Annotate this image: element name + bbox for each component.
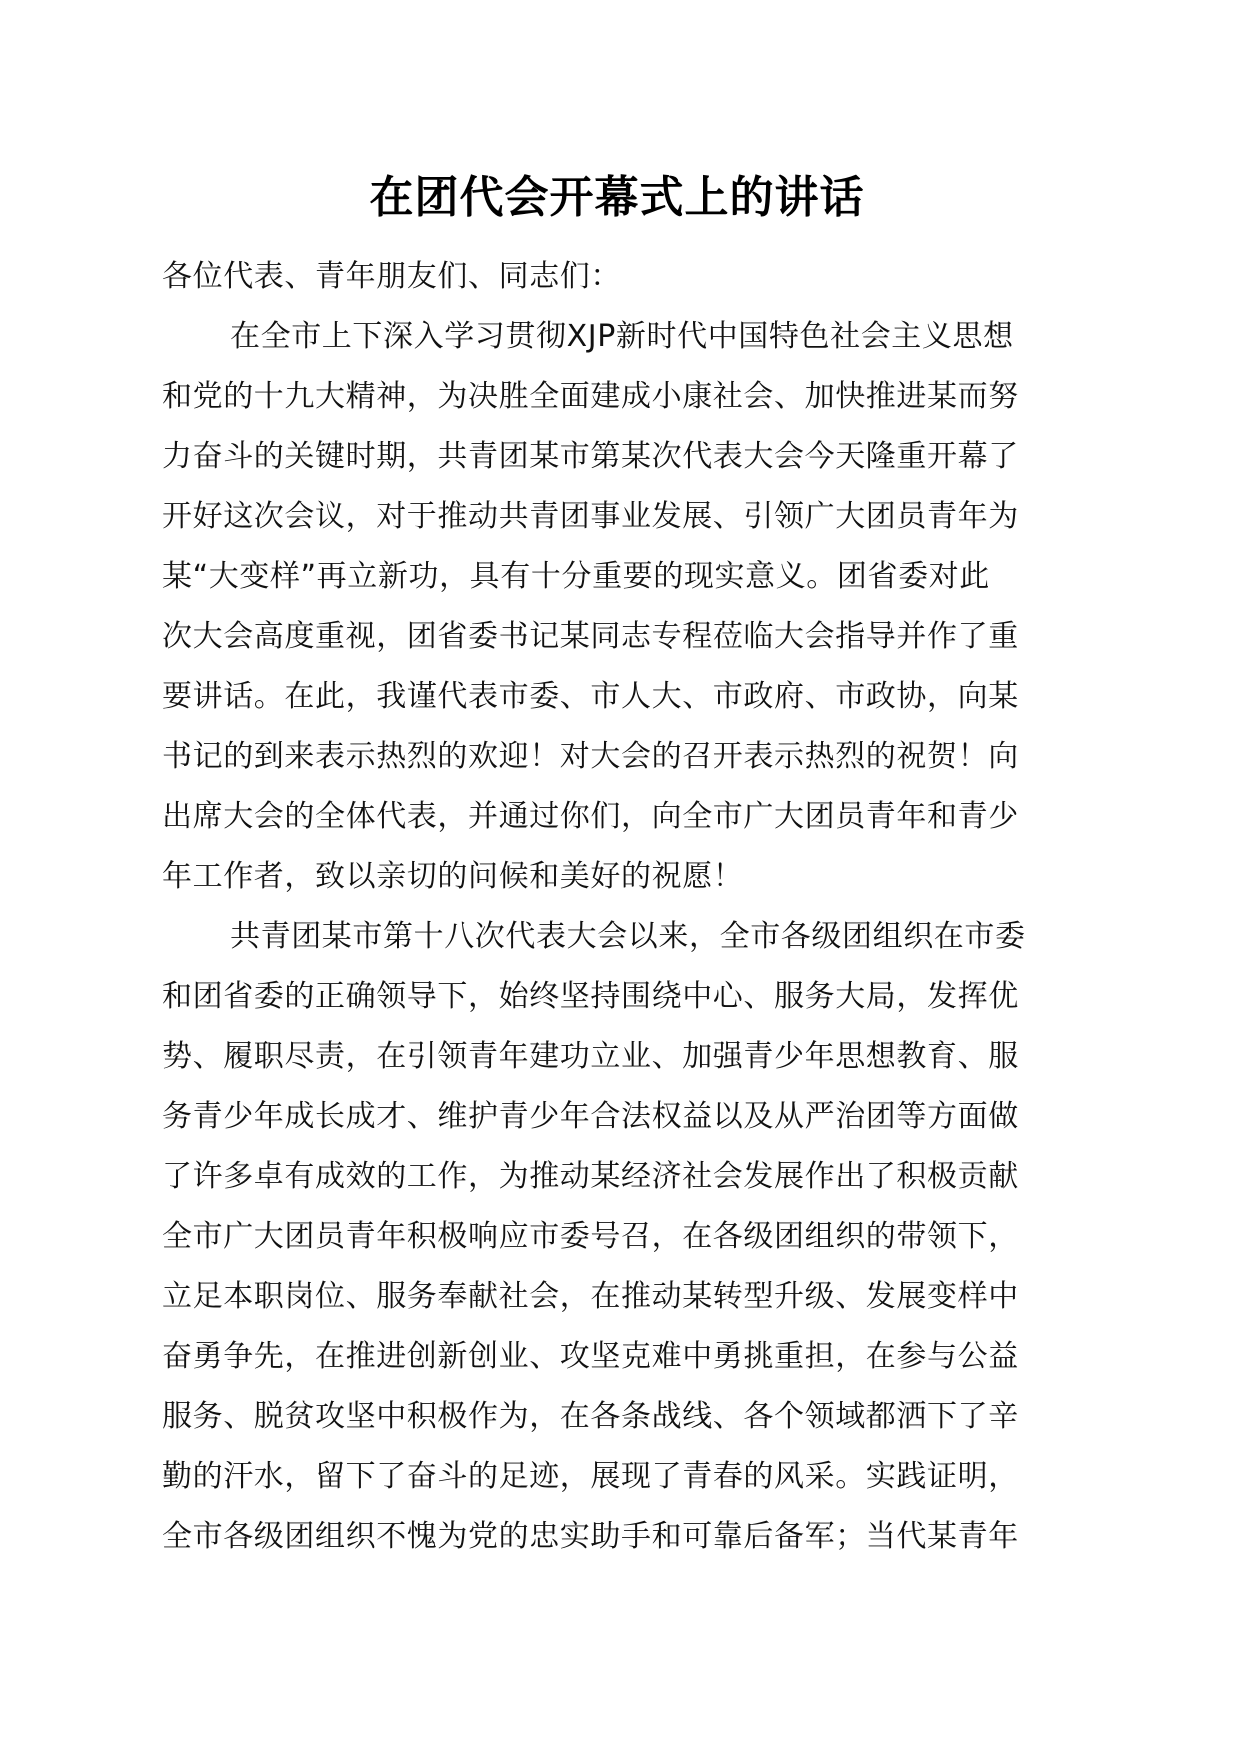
paragraph-line: 共青团某市第十八次代表大会以来，全市各级团组织在市委 (230, 919, 1026, 954)
paragraph-line: 了许多卓有成效的工作，为推动某经济社会发展作出了积极贡献 (162, 1159, 1019, 1194)
paragraph-line: 奋勇争先，在推进创新创业、攻坚克难中勇挑重担，在参与公益 (162, 1339, 1019, 1374)
paragraph-line: 书记的到来表示热烈的欢迎！对大会的召开表示热烈的祝贺！向 (162, 739, 1019, 774)
paragraph-line: 和党的十九大精神，为决胜全面建成小康社会、加快推进某而努 (162, 379, 1019, 414)
paragraph-line: 开好这次会议，对于推动共青团事业发展、引领广大团员青年为 (162, 499, 1019, 534)
paragraph-line: 出席大会的全体代表，并通过你们，向全市广大团员青年和青少 (162, 799, 1019, 834)
salutation-line: 各位代表、青年朋友们、同志们： (162, 259, 621, 294)
paragraph-line: 和团省委的正确领导下，始终坚持围绕中心、服务大局，发挥优 (162, 979, 1019, 1014)
paragraph-line: 立足本职岗位、服务奉献社会，在推动某转型升级、发展变样中 (162, 1279, 1019, 1314)
document-body (162, 247, 1102, 1567)
paragraph-line: 势、履职尽责，在引领青年建功立业、加强青少年思想教育、服 (162, 1039, 1019, 1074)
paragraph-line: 全市各级团组织不愧为党的忠实助手和可靠后备军；当代某青年 (162, 1519, 1019, 1554)
paragraph-line: 力奋斗的关键时期，共青团某市第某次代表大会今天隆重开幕了 (162, 439, 1019, 474)
document-title: 在团代会开幕式上的讲话 (369, 172, 865, 223)
paragraph-line: 服务、脱贫攻坚中积极作为，在各条战线、各个领域都洒下了辛 (162, 1399, 1019, 1434)
paragraph-line: 全市广大团员青年积极响应市委号召，在各级团组织的带领下， (162, 1219, 1019, 1254)
paragraph-line: 某“大变样”再立新功，具有十分重要的现实意义。团省委对此 (162, 559, 990, 594)
paragraph-line: 勤的汗水，留下了奋斗的足迹，展现了青春的风采。实践证明， (162, 1459, 1019, 1494)
paragraph-line: 务青少年成长成才、维护青少年合法权益以及从严治团等方面做 (162, 1099, 1019, 1134)
paragraph-line: 次大会高度重视，团省委书记某同志专程莅临大会指导并作了重 (162, 619, 1019, 654)
paragraph-line: 在全市上下深入学习贯彻XJP新时代中国特色社会主义思想 (230, 319, 1014, 354)
paragraph-line: 要讲话。在此，我谨代表市委、市人大、市政府、市政协，向某 (162, 679, 1019, 714)
paragraph-line: 年工作者，致以亲切的问候和美好的祝愿！ (162, 859, 744, 894)
